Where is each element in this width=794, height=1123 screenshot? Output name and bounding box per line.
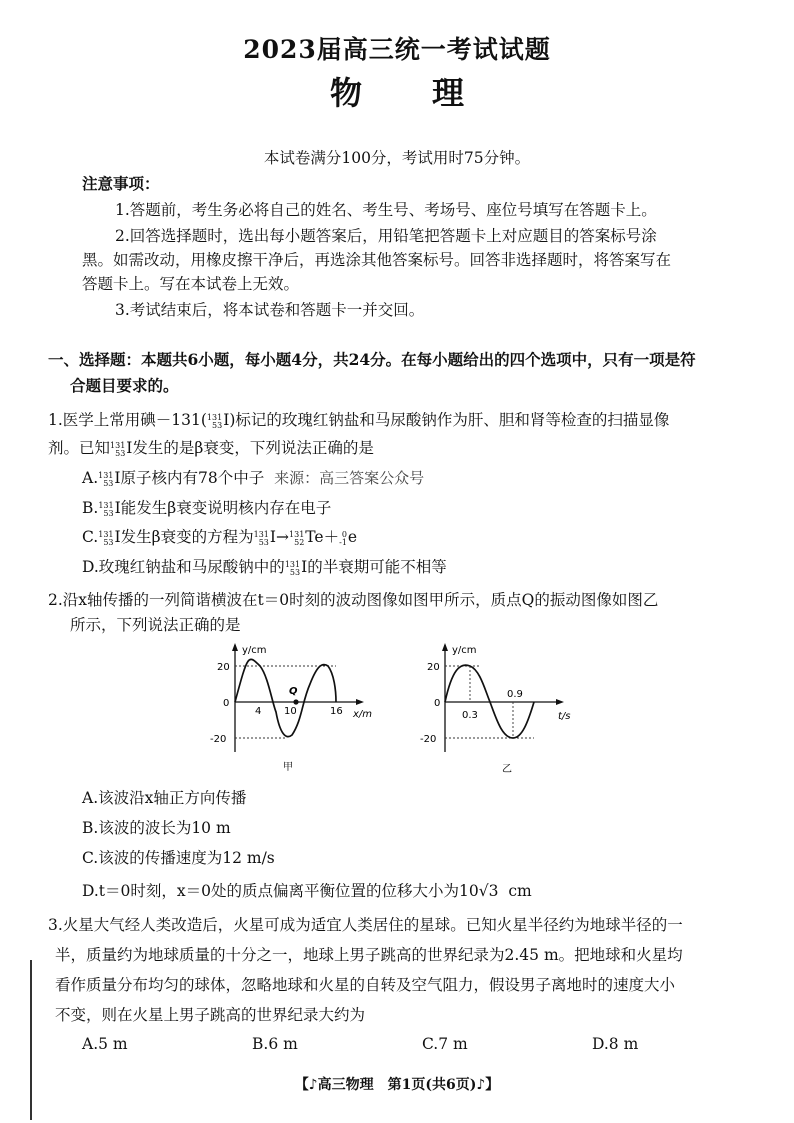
binding-margin-line (30, 960, 32, 1120)
notice-heading: 注意事项： (82, 174, 160, 193)
jia-caption: 甲 (283, 762, 293, 773)
yi-tlabel: t/s (558, 711, 571, 722)
jia-ytick-20: 20 (217, 662, 230, 673)
yi-t-arrow (556, 699, 564, 705)
jia-xtick-16: 16 (330, 706, 343, 717)
jia-xlabel: x/m (353, 709, 373, 720)
notice-item-3: 3.考试结束后，将本试卷和答题卡一并交回。 (115, 301, 425, 319)
q1-stem-text-a: 1.医学上常用碘－131( (48, 411, 207, 429)
q1-option-a: A. 131 53 I原子核内有78个中子 来源：高三答案公众号 (82, 469, 425, 488)
exam-title: 2023届高三统一考试试题 (243, 35, 551, 64)
q1-stem-line2: 剂。已知 131 53 I发生的是β衰变，下列说法正确的是 (48, 439, 374, 458)
jia-ytick-neg20: -20 (210, 734, 227, 745)
yi-ttick-03: 0.3 (462, 710, 478, 721)
q3-stem-line1: 3.火星大气经人类改造后，火星可成为适宜人类居住的星球。已知火星半径约为地球半径的一 (48, 916, 683, 934)
vibration-figure-yi (410, 640, 600, 775)
q3-option-b: B.6 m (252, 1035, 298, 1053)
q3-option-a: A.5 m (82, 1035, 128, 1053)
yi-ytick-0: 0 (434, 698, 441, 709)
jia-wave-curve (235, 659, 336, 736)
jia-ylabel: y/cm (242, 645, 267, 656)
q3-stem-line2: 半，质量约为地球质量的十分之一，地球上男子跳高的世界纪录为2.45 m。把地球和火星均 (55, 946, 683, 964)
q1-option-b: B. 131 53 I能发生β衰变说明核内存在电子 (82, 499, 332, 518)
yi-ytick-20: 20 (427, 662, 440, 673)
yi-ylabel: y/cm (452, 645, 477, 656)
q3-option-c: C.7 m (422, 1035, 468, 1053)
jia-x-arrow (356, 699, 364, 705)
q3-option-d: D.8 m (592, 1035, 639, 1053)
q2-stem-line1: 2.沿x轴传播的一列简谐横波在t＝0时刻的波动图像如图甲所示，质点Q的振动图像如图乙 (48, 591, 659, 609)
jia-y-arrow (232, 643, 238, 651)
yi-y-arrow (442, 643, 448, 651)
notice-item-2: 2.回答选择题时，选出每小题答案后，用铅笔把答题卡上对应题目的答案标号涂 (115, 227, 657, 245)
point-q-label: Q (289, 686, 298, 697)
notice-item-2-cont2: 答题卡上。写在本试卷上无效。 (82, 275, 300, 293)
section-heading: 一、选择题：本题共6小题，每小题4分，共24分。在每小题给出的四个选项中，只有一项是符 (48, 350, 696, 369)
notice-item-2-cont: 黑。如需改动，用橡皮擦干净后，再选涂其他答案标号。回答非选择题时，将答案写在 (82, 251, 672, 269)
source-watermark-text: 来源：高三答案公众号 (274, 469, 425, 487)
q1-stem-line1 (48, 410, 669, 430)
wave-figure-jia (190, 640, 390, 775)
subject-title: 物理 (329, 74, 534, 112)
jia-xtick-10: 10 (284, 706, 297, 717)
q1-option-c: C. 131 53 I发生β衰变的方程为 131 53 I→ 131 52 Te＋ 0 -1 e (82, 528, 358, 547)
iodine-isotope: 131 53 (206, 413, 223, 430)
yi-caption: 乙 (502, 764, 512, 775)
point-q-marker (293, 699, 298, 704)
section-heading-cont: 合题目要求的。 (70, 376, 179, 395)
jia-xtick-4: 4 (255, 706, 262, 717)
exam-info: 本试卷满分100分，考试用时75分钟。 (263, 149, 531, 167)
yi-ttick-09: 0.9 (507, 689, 523, 700)
q1-option-d: D.玫瑰红钠盐和马尿酸钠中的 131 53 I的半衰期可能不相等 (82, 558, 447, 577)
q2-option-d: D.t＝0时刻，x＝0处的质点偏离平衡位置的位移大小为10√3 cm (82, 882, 532, 900)
jia-ytick-0: 0 (223, 698, 230, 709)
q3-stem-line3: 看作质量分布均匀的球体，忽略地球和火星的自转及空气阻力，假设男子离地时的速度大小 (55, 976, 676, 994)
q3-stem-line4: 不变，则在火星上男子跳高的世界纪录大约为 (55, 1006, 366, 1024)
q1-stem-text-b: I)标记的玫瑰红钠盐和马尿酸钠作为肝、胆和肾等检查的扫描显像 (223, 411, 670, 429)
q2-option-c: C.该波的传播速度为12 m/s (82, 849, 275, 867)
yi-ytick-neg20: -20 (420, 734, 437, 745)
notice-item-1: 1.答题前，考生务必将自己的姓名、考生号、考场号、座位号填写在答题卡上。 (115, 201, 657, 219)
page-footer: 【♪高三物理 第1页(共6页)♪】 (294, 1077, 500, 1093)
q2-option-b: B.该波的波长为10 m (82, 819, 231, 837)
q2-stem-line2: 所示，下列说法正确的是 (70, 616, 241, 634)
q2-option-a: A.该波沿x轴正方向传播 (82, 789, 247, 807)
